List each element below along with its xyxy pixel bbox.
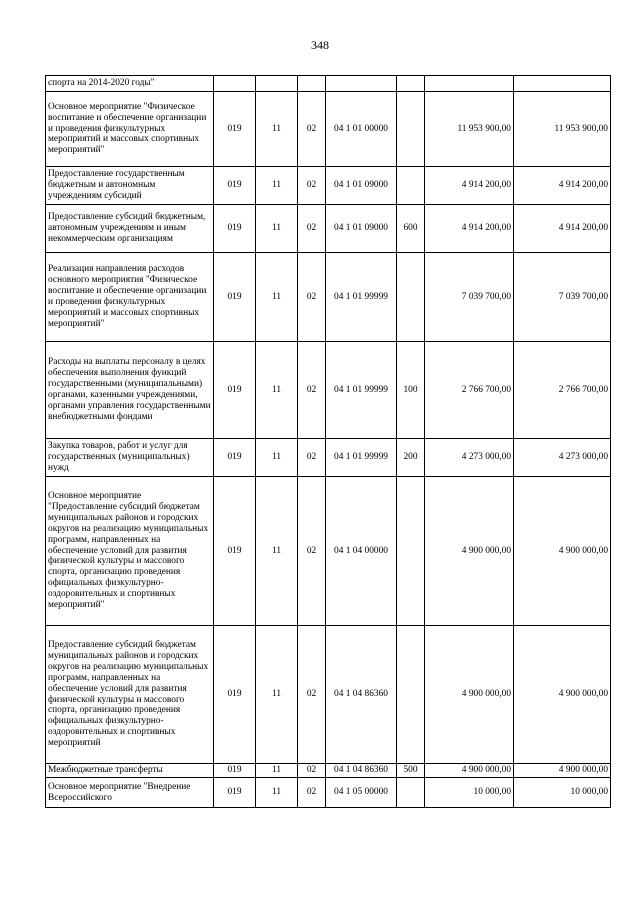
cell-rz: [256, 76, 298, 92]
cell-csr: 04 1 01 99999: [326, 253, 397, 342]
cell-vr: 500: [397, 764, 425, 778]
cell-vr: [397, 92, 425, 167]
cell-rz: 11: [256, 92, 298, 167]
cell-vr: [397, 253, 425, 342]
cell-sum2: 4 914 200,00: [514, 205, 611, 253]
cell-gr: 019: [214, 205, 256, 253]
cell-sum2: 10 000,00: [514, 778, 611, 808]
cell-sum1: 4 900 000,00: [425, 477, 514, 626]
cell-gr: 019: [214, 778, 256, 808]
cell-sum2: 4 914 200,00: [514, 167, 611, 205]
table-row: [46, 778, 611, 808]
cell-csr: 04 1 01 99999: [326, 439, 397, 477]
cell-rz: 11: [256, 626, 298, 764]
cell-name: Межбюджетные трансферты: [46, 764, 214, 778]
cell-gr: 019: [214, 626, 256, 764]
cell-sum1: 4 273 000,00: [425, 439, 514, 477]
cell-csr: 04 1 04 00000: [326, 477, 397, 626]
cell-pr: 02: [298, 439, 326, 477]
table-body: [46, 76, 611, 808]
cell-sum2: 4 900 000,00: [514, 626, 611, 764]
cell-gr: 019: [214, 92, 256, 167]
cell-name: Расходы на выплаты персоналу в целях обеспечения выполнения функций государственными (муниципальными) органами, казенными учреждениями, органами управления государственными внебюджетными фондами: [46, 342, 214, 439]
cell-csr: 04 1 05 00000: [326, 778, 397, 808]
cell-rz: 11: [256, 253, 298, 342]
cell-sum1: 10 000,00: [425, 778, 514, 808]
cell-sum2: 11 953 900,00: [514, 92, 611, 167]
cell-vr: [397, 778, 425, 808]
cell-sum1: 2 766 700,00: [425, 342, 514, 439]
cell-name: Основное мероприятие "Физическое воспитание и обеспечение организации и проведения физкультурных мероприятий и массовых спортивных мероприятий": [46, 92, 214, 167]
cell-name: Реализация направления расходов основного мероприятия "Физическое воспитание и обеспечение организации и проведения физкультурных мероприятий и массовых спортивных мероприятий": [46, 253, 214, 342]
cell-vr: 200: [397, 439, 425, 477]
cell-sum2: [514, 76, 611, 92]
table-row: [46, 477, 611, 626]
cell-csr: 04 1 01 99999: [326, 342, 397, 439]
cell-name: спорта на 2014-2020 годы": [46, 76, 214, 92]
cell-vr: [397, 626, 425, 764]
table-row: [46, 167, 611, 205]
cell-sum1: 7 039 700,00: [425, 253, 514, 342]
cell-sum2: 7 039 700,00: [514, 253, 611, 342]
table-row: [46, 439, 611, 477]
cell-csr: 04 1 04 86360: [326, 764, 397, 778]
cell-vr: [397, 167, 425, 205]
cell-sum1: 4 900 000,00: [425, 764, 514, 778]
cell-gr: 019: [214, 167, 256, 205]
table-row: [46, 92, 611, 167]
cell-rz: 11: [256, 439, 298, 477]
cell-rz: 11: [256, 167, 298, 205]
cell-gr: 019: [214, 253, 256, 342]
cell-vr: [397, 477, 425, 626]
table-row: [46, 205, 611, 253]
table-row: [46, 253, 611, 342]
cell-rz: 11: [256, 205, 298, 253]
budget-table: [45, 75, 611, 808]
table-row: [46, 76, 611, 92]
cell-gr: 019: [214, 477, 256, 626]
cell-pr: 02: [298, 92, 326, 167]
cell-name: Закупка товаров, работ и услуг для государственных (муниципальных) нужд: [46, 439, 214, 477]
cell-pr: 02: [298, 477, 326, 626]
cell-gr: 019: [214, 342, 256, 439]
cell-pr: 02: [298, 342, 326, 439]
page-number: 348: [311, 38, 329, 52]
table-row: [46, 342, 611, 439]
cell-sum2: 4 900 000,00: [514, 477, 611, 626]
cell-pr: 02: [298, 253, 326, 342]
cell-gr: [214, 76, 256, 92]
cell-sum2: 4 273 000,00: [514, 439, 611, 477]
cell-rz: 11: [256, 778, 298, 808]
cell-pr: 02: [298, 626, 326, 764]
cell-name: Предоставление государственным бюджетным и автономным учреждениям субсидий: [46, 167, 214, 205]
table-row: [46, 764, 611, 778]
cell-sum1: 4 914 200,00: [425, 167, 514, 205]
cell-vr: 100: [397, 342, 425, 439]
cell-sum1: 4 900 000,00: [425, 626, 514, 764]
cell-name: Основное мероприятие "Внедрение Всероссийского: [46, 778, 214, 808]
cell-name: Предоставление субсидий бюджетным, автономным учреждениям и иным некоммерческим организациям: [46, 205, 214, 253]
cell-gr: 019: [214, 764, 256, 778]
cell-csr: 04 1 01 09000: [326, 167, 397, 205]
table-row: [46, 626, 611, 764]
cell-pr: 02: [298, 778, 326, 808]
cell-rz: 11: [256, 477, 298, 626]
cell-name: Основное мероприятие "Предоставление субсидий бюджетам муниципальных районов и городских округов на реализацию муниципальных программ, направленных на обеспечение условий для развития физической культуры и массового спорта, организацию проведения официальных физкультурно-оздоровительных и спортивных мероприятий": [46, 477, 214, 626]
cell-sum2: 2 766 700,00: [514, 342, 611, 439]
cell-pr: 02: [298, 167, 326, 205]
cell-csr: 04 1 01 00000: [326, 92, 397, 167]
cell-gr: 019: [214, 439, 256, 477]
cell-rz: 11: [256, 764, 298, 778]
cell-sum2: 4 900 000,00: [514, 764, 611, 778]
cell-csr: 04 1 04 86360: [326, 626, 397, 764]
cell-pr: 02: [298, 205, 326, 253]
cell-pr: 02: [298, 764, 326, 778]
cell-rz: 11: [256, 342, 298, 439]
cell-pr: [298, 76, 326, 92]
cell-vr: 600: [397, 205, 425, 253]
cell-name: Предоставление субсидий бюджетам муниципальных районов и городских округов на реализацию муниципальных программ, направленных на обеспечение условий для развития физической культуры и массового спорта, организацию проведения официальных физкультурно-оздоровительных и спортивных мероприятий: [46, 626, 214, 764]
cell-sum1: [425, 76, 514, 92]
cell-csr: [326, 76, 397, 92]
cell-sum1: 4 914 200,00: [425, 205, 514, 253]
cell-sum1: 11 953 900,00: [425, 92, 514, 167]
cell-vr: [397, 76, 425, 92]
cell-csr: 04 1 01 09000: [326, 205, 397, 253]
